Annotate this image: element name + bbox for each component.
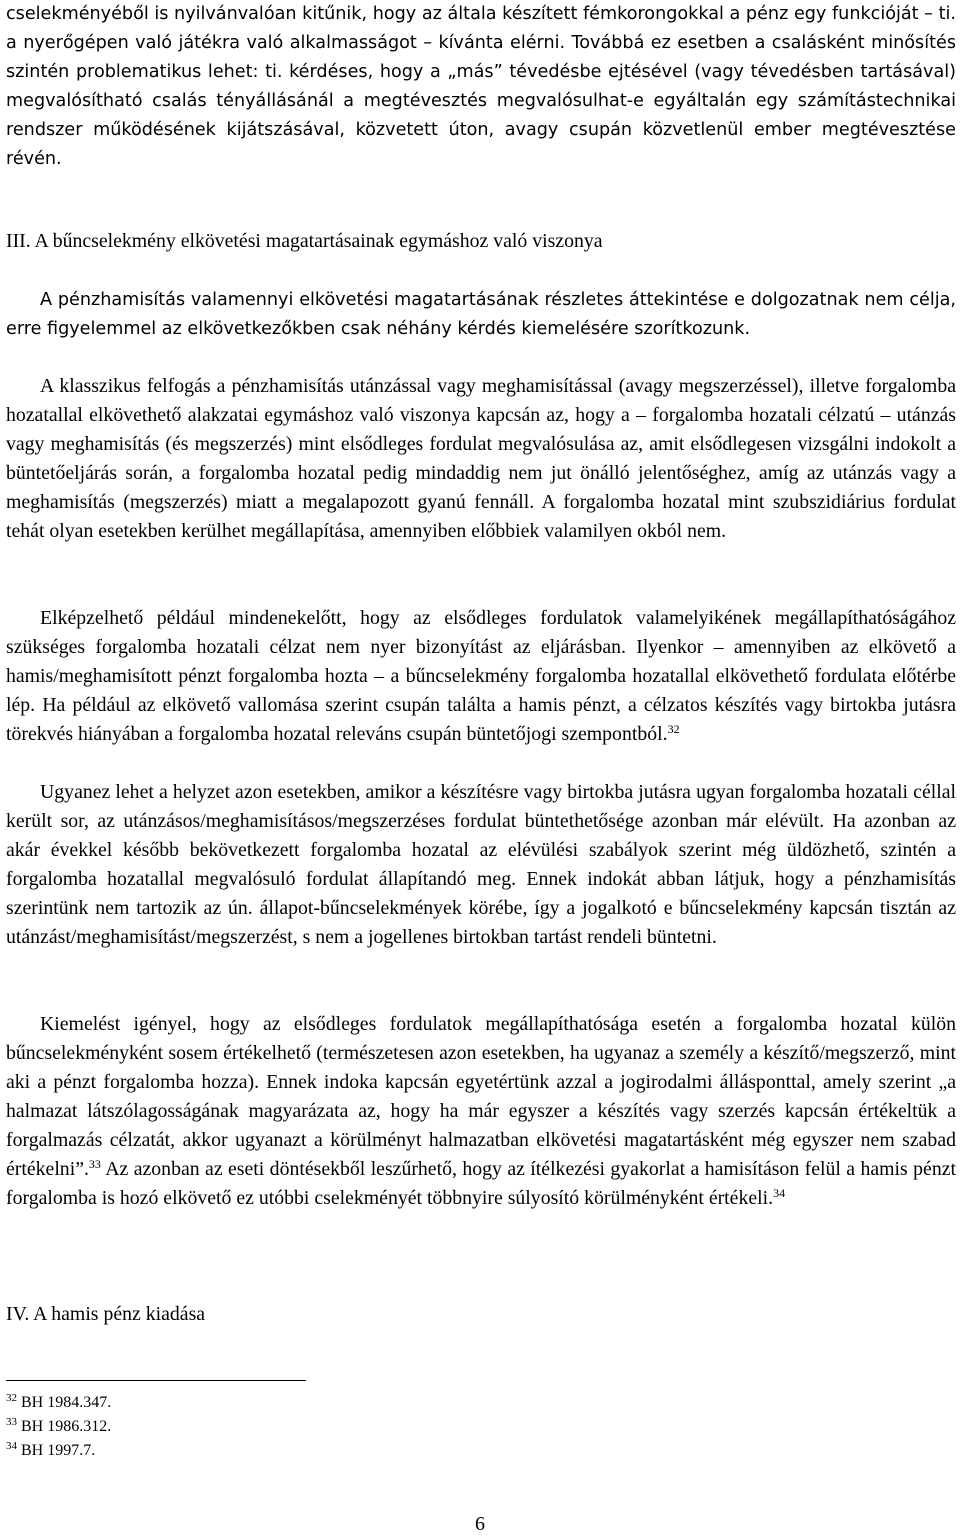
footnote-number: 32 <box>6 1392 17 1404</box>
footnote-item <box>6 1439 606 1463</box>
footnote-text: BH 1997.7. <box>21 1442 96 1459</box>
paragraph-5 <box>6 1010 956 1213</box>
footnotes <box>6 1391 606 1463</box>
page-number: 6 <box>475 1513 485 1535</box>
footnote-ref-34[interactable]: 34 <box>773 1186 786 1200</box>
section-heading-iii: III. A bűncselekmény elkövetési magatartásainak egymáshoz való viszonya <box>6 230 603 252</box>
paragraph-3-text: Elképzelhető például mindenekelőtt, hogy az elsődleges fordulatok valamelyikének megállapíthatóságához szükséges forgalomba hozatali célzat nem nyer bizonyítást az eljárásban. Ilyenkor – amennyiben az elkövető a hamis/meghamisított pénzt forgalomba hozta – a bűncselekmény forgalomba hozatallal elkövethető fordulata előtérbe lép. Ha például az elkövető vallomása szerint csupán találta a hamis pénzt, a célzatos készítés vagy birtokba jutásra törekvés hiányában a forgalomba hozatal releváns csupán büntetőjogi szempontból. <box>6 607 956 745</box>
paragraph-4: Ugyanez lehet a helyzet azon esetekben, amikor a készítésre vagy birtokba jutásra ugyan forgalomba hozatali céllal került sor, az utánzásos/meghamisításos/megszerzéses fordulat büntethetősége azonban már elévült. Ha azonban az akár évekkel később bekövetkezett forgalomba hozatal az elévülési szabályok szerint még üldözhető, szintén a forgalomba hozatallal megvalósuló fordulat állapítandó meg. Ennek indokát abban látjuk, hogy a pénzhamisítás szerintünk nem tartozik az ún. állapot-bűncselekmények körébe, így a jogalkotó e bűncselekmény kapcsán tisztán az utánzást/meghamisítást/megszerzést, s nem a jogellenes birtokban tartást rendeli büntetni. <box>6 781 956 948</box>
paragraph-5-text-a: Kiemelést igényel, hogy az elsődleges fordulatok megállapíthatósága esetén a forgalomba hozatal külön bűncselekményként sosem értékelhető (természetesen azon esetekben, ha ugyanaz a személy a készítő/megszerző, mint aki a pénzt forgalomba hozza). Ennek indoka kapcsán egyetértünk azzal a jogirodalmi állásponttal, amely szerint „a halmazat látszólagosságának magyarázata az, hogy ha már egyszer a készítés vagy szerzés kapcsán értékeltük a forgalmazás célzatát, akkor ugyanazt a körülményt halmazatban elkövetési magatartásként még egyszer nem szabad értékelni”. <box>6 1013 956 1180</box>
section-heading-iv: IV. A hamis pénz kiadása <box>6 1303 206 1325</box>
footnote-text: BH 1986.312. <box>21 1418 112 1435</box>
paragraph-2: A klasszikus felfogás a pénzhamisítás utánzással vagy meghamisítással (avagy megszerzéssel), illetve forgalomba hozatallal elkövethető alakzatai egymáshoz való viszonya kapcsán az, hogy a – forgalomba hozatali célzatú – utánzás vagy meghamisítás (és megszerzés) mint elsődleges fordulat megvalósulása az, amit elsődlegesen vizsgálni indokolt a büntetőeljárás során, a forgalomba hozatal pedig mindaddig nem jut önálló jelentőséghez, amíg az utánzás vagy a meghamisítás (megszerzés) miatt a megalapozott gyanú fennáll. A forgalomba hozatal mint szubszidiárius fordulat tehát olyan esetekben kerülhet megállapítása, amennyiben előbbiek valamilyen okból nem. <box>6 375 956 542</box>
footnote-number: 34 <box>6 1440 17 1452</box>
paragraph-3 <box>6 604 956 749</box>
footnote-separator <box>6 1380 306 1381</box>
paragraph-1: A pénzhamisítás valamennyi elkövetési magatartásának részletes áttekintése e dolgozatnak nem célja, erre figyelemmel az elkövetkezőkben csak néhány kérdés kiemelésére szorítkozunk. <box>6 290 956 339</box>
footnote-ref-33[interactable]: 33 <box>88 1157 101 1171</box>
footnote-item <box>6 1415 606 1439</box>
footnote-item <box>6 1391 606 1415</box>
footnote-ref-32[interactable]: 32 <box>667 722 680 736</box>
footnote-text: BH 1984.347. <box>21 1394 112 1411</box>
footnote-number: 33 <box>6 1416 17 1428</box>
paragraph-5-text-b: Az azonban az eseti döntésekből leszűrhető, hogy az ítélkezési gyakorlat a hamisításon felül a hamis pénzt forgalomba is hozó elkövető ez utóbbi cselekményét többnyire súlyosító körülményként értékeli. <box>6 1158 956 1209</box>
intro-paragraph: cselekményéből is nyilvánvalóan kitűnik, hogy az általa készített fémkorongokkal a pénz egy funkcióját – ti. a nyerőgépen való játékra való alkalmasságot – kívánta elérni. Továbbá ez esetben a csalásként minősítés szintén problematikus lehet: ti. kérdéses, hogy a „más” tévedésbe ejtésével (vagy tévedésben tartásával) megvalósítható csalás tényállásánál a megtévesztés megvalósulhat-e egyáltalán egy számítástechnikai rendszer működésének kijátszásával, közvetett úton, avagy csupán közvetlenül ember megtévesztése révén. <box>6 4 956 169</box>
